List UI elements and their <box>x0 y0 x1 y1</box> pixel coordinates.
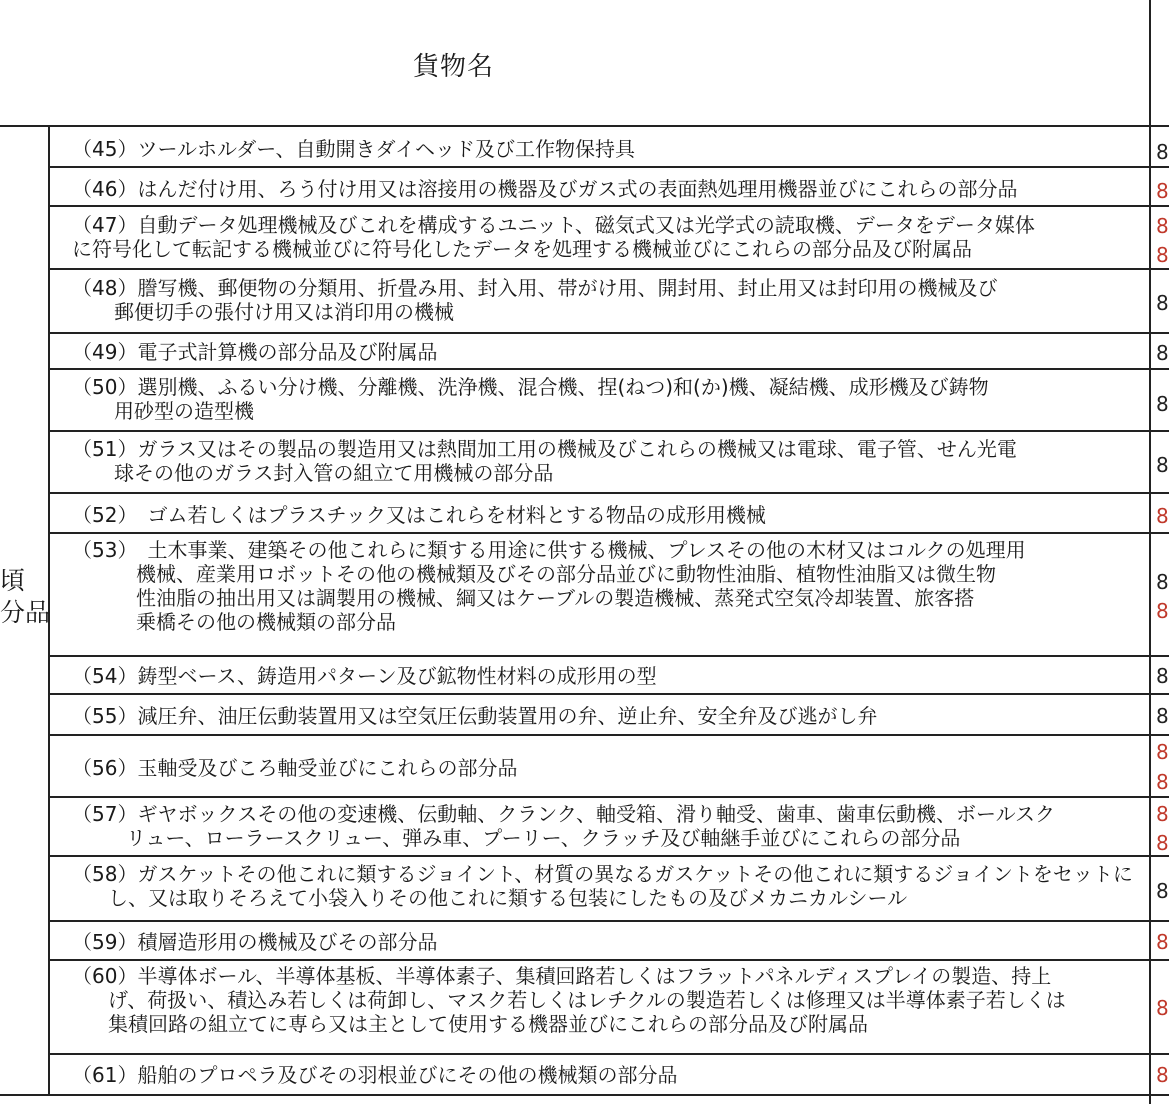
row-divider <box>50 532 1169 534</box>
hs-code-cell: 8 <box>1156 214 1169 238</box>
category-label-line1: 頃 <box>0 566 26 595</box>
hs-code-cell: 8 <box>1156 996 1169 1020</box>
hs-code-cell: 8 <box>1156 179 1169 203</box>
row-divider <box>50 205 1169 207</box>
hs-code-cell: 8 <box>1156 291 1169 315</box>
row-divider <box>50 693 1169 695</box>
row-divider <box>50 796 1169 798</box>
hs-code-cell: 8 <box>1156 930 1169 954</box>
hs-code-cell: 8 <box>1156 392 1169 416</box>
table-row-54: （54）鋳型ベース、鋳造用パターン及び鉱物性材料の成形用の型 <box>72 664 657 688</box>
table-row-61: （61）船舶のプロペラ及びその羽根並びにその他の機械類の部分品 <box>72 1063 678 1087</box>
table-row-60: （60）半導体ボール、半導体基板、半導体素子、集積回路若しくはフラットパネルディスプレイの製造、持上 げ、荷扱い、積込み若しくは荷卸し、マスク若しくはレチクルの製造若しくは修理又は半導体素子若しくは 集積回路の組立てに専ら又は主として使用する機器並びにこれらの部分品及び附属品 <box>72 964 1066 1036</box>
hs-code-cell: 8 <box>1156 504 1169 528</box>
hs-code-cell: 8 <box>1156 704 1169 728</box>
table-row-59: （59）積層造形用の機械及びその部分品 <box>72 930 438 954</box>
row-divider <box>50 492 1169 494</box>
table-row-48: （48）謄写機、郵便物の分類用、折畳み用、封入用、帯がけ用、開封用、封止用又は封印用の機械及び 郵便切手の張付け用又は消印用の機械 <box>72 276 998 324</box>
row-divider <box>50 430 1169 432</box>
hs-code-cell: 8 <box>1156 243 1169 267</box>
row-divider <box>50 855 1169 857</box>
table-row-50: （50）選別機、ふるい分け機、分離機、洗浄機、混合機、捏(ねつ)和(か)機、凝結機、成形機及び鋳物 用砂型の造型機 <box>72 375 989 423</box>
table-row-46: （46）はんだ付け用、ろう付け用又は溶接用の機器及びガス式の表面熱処理用機器並びにこれらの部分品 <box>72 177 1018 201</box>
table-row-56: （56）玉軸受及びころ軸受並びにこれらの部分品 <box>72 756 518 780</box>
column-header-goods-name: 貨物名 <box>413 52 495 82</box>
table-row-49: （49）電子式計算機の部分品及び附属品 <box>72 340 438 364</box>
table-divider <box>0 125 1169 127</box>
row-divider <box>50 332 1169 334</box>
hs-code-cell: 8 <box>1156 879 1169 903</box>
hs-code-cell: 8 <box>1156 140 1169 164</box>
hs-code-cell: 8 <box>1156 341 1169 365</box>
table-divider <box>0 1094 1169 1096</box>
table-row-58: （58）ガスケットその他これに類するジョイント、材質の異なるガスケットその他これに類するジョイントをセットに し、又は取りそろえて小袋入りその他これに類する包装にしたもの及びメカニカルシール <box>72 862 1133 910</box>
table-row-51: （51）ガラス又はその製品の製造用又は熱間加工用の機械及びこれらの機械又は電球、電子管、せん光電 球その他のガラス封入管の組立て用機械の部分品 <box>72 437 1017 485</box>
category-label-line2: 分品 <box>0 598 51 627</box>
hs-code-cell: 8 <box>1156 570 1169 594</box>
table-row-45: （45）ツールホルダー、自動開きダイヘッド及び工作物保持具 <box>72 137 636 161</box>
hs-code-cell: 8 <box>1156 664 1169 688</box>
hs-code-cell: 8 <box>1156 770 1169 794</box>
hs-code-cell: 8 <box>1156 831 1169 855</box>
table-row-47: （47）自動データ処理機械及びこれを構成するユニット、磁気式又は光学式の読取機、データをデータ媒体 に符号化して転記する機械並びに符号化したデータを処理する機械並びにこれらの部分品及び附属品 <box>72 213 1035 261</box>
row-divider <box>50 655 1169 657</box>
row-divider <box>50 734 1169 736</box>
table-row-52: （52） ゴム若しくはプラスチック又はこれらを材料とする物品の成形用機械 <box>72 503 766 527</box>
table-row-57: （57）ギヤボックスその他の変速機、伝動軸、クランク、軸受箱、滑り軸受、歯車、歯車伝動機、ボールスク リュー、ローラースクリュー、弾み車、プーリー、クラッチ及び軸継手並びにこれらの部分品 <box>72 802 1056 850</box>
hs-code-cell: 8 <box>1156 599 1169 623</box>
hs-code-cell: 8 <box>1156 1063 1169 1087</box>
table-row-53: （53） 土木事業、建築その他これらに類する用途に供する機械、プレスその他の木材又はコルクの処理用 機械、産業用ロボットその他の機械類及びその部分品並びに動物性油脂、植物性油脂又は微生物 性油脂の抽出用又は調製用の機械、綱又はケーブルの製造機械、蒸発式空気冷却装置、旅客搭 乗橋その他の機械類の部分品 <box>72 538 1026 634</box>
hs-code-cell: 8 <box>1156 802 1169 826</box>
table-row-55: （55）減圧弁、油圧伝動装置用又は空気圧伝動装置用の弁、逆止弁、安全弁及び逃がし弁 <box>72 704 878 728</box>
hs-code-cell: 8 <box>1156 740 1169 764</box>
row-divider <box>50 920 1169 922</box>
row-divider <box>50 959 1169 961</box>
hs-code-cell: 8 <box>1156 453 1169 477</box>
row-divider <box>50 1053 1169 1055</box>
row-divider <box>50 268 1169 270</box>
row-divider <box>50 368 1169 370</box>
row-divider <box>50 166 1169 168</box>
